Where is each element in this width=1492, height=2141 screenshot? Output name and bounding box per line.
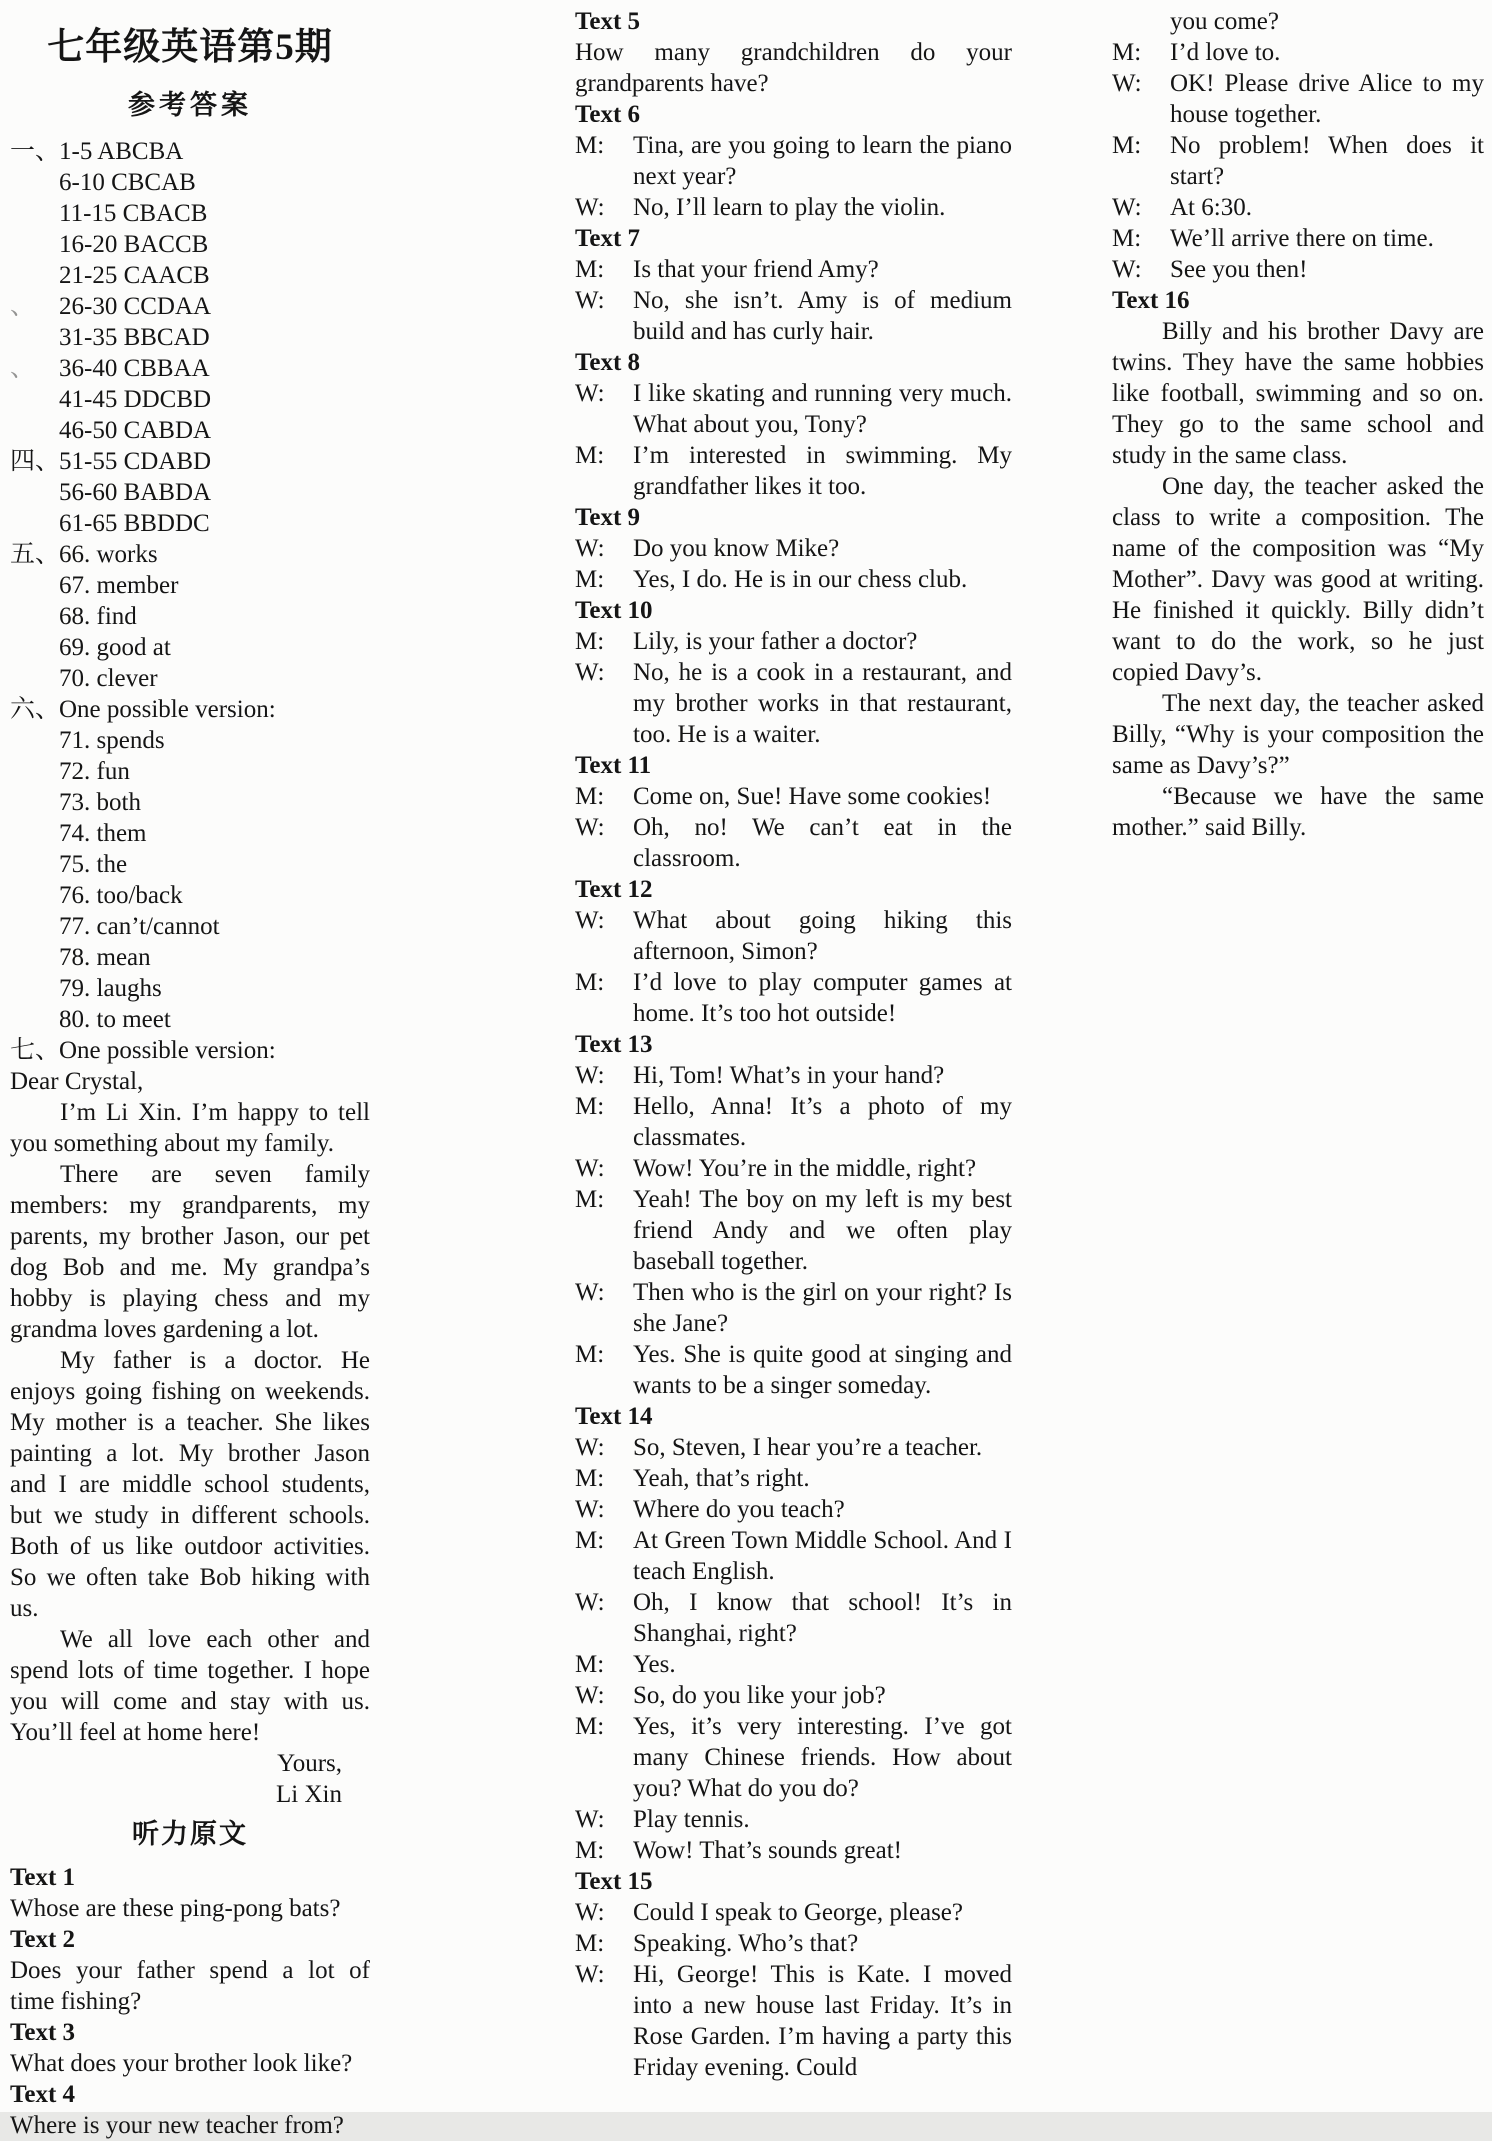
dialog-text: Hi, George! This is Kate. I moved into a new house last Friday. It’s in Rose Garden. I’m having a party this Friday evening. Could (633, 1961, 1012, 2081)
answer-line: 67. member (59, 572, 179, 599)
dialog-text: See you then! (1170, 256, 1308, 283)
dialog-text: Oh, I know that school! It’s in Shanghai, right? (633, 1589, 1012, 1647)
answer-line: 72. fun (59, 758, 130, 785)
text-label: Text 10 (575, 597, 653, 624)
speaker-label: M: (575, 969, 605, 996)
dialog-text: Hi, Tom! What’s in your hand? (633, 1062, 945, 1089)
dialog-text: What about going hiking this afternoon, Simon? (633, 907, 1012, 965)
speaker-label: W: (1112, 256, 1142, 283)
dialog-line (575, 1091, 1012, 1153)
transcript-question: Where is your new teacher from? (10, 2112, 344, 2139)
dialog-line (575, 192, 1012, 223)
speaker-label: W: (575, 535, 605, 562)
dialog-line (575, 254, 1012, 285)
dialog-text: Oh, no! We can’t eat in the classroom. (633, 814, 1012, 872)
text-label: Text 16 (1112, 287, 1190, 314)
dialog-line (575, 1277, 1012, 1339)
dialog-text: No, he is a cook in a restaurant, and my brother works in that restaurant, too. He is a waiter. (633, 659, 1012, 748)
speaker-label: W: (575, 907, 605, 934)
speaker-label: M: (575, 1713, 605, 1740)
dialog-line (575, 130, 1012, 192)
dialog-text: Wow! That’s sounds great! (633, 1837, 903, 1864)
speaker-label: M: (575, 628, 605, 655)
dialog-line (575, 812, 1012, 874)
dialog-line (575, 1897, 1012, 1928)
dialog-line (575, 1060, 1012, 1091)
dialog-text: At 6:30. (1170, 194, 1252, 221)
listening-transcript-heading: 听力原文 (132, 1819, 248, 1849)
dialog-text: No problem! When does it start? (1170, 132, 1484, 190)
speaker-label: W: (575, 380, 605, 407)
speaker-label: W: (575, 194, 605, 221)
dialog-text: Where do you teach? (633, 1496, 845, 1523)
speaker-label: W: (1112, 70, 1142, 97)
answer-line: 26-30 CCDAA (59, 293, 212, 320)
speaker-label: W: (575, 1062, 605, 1089)
letter-paragraph: I’m Li Xin. I’m happy to tell you something about my family. (10, 1099, 370, 1157)
text-label: Text 5 (575, 8, 641, 35)
transcript-question: How many grandchildren do your grandparents have? (575, 39, 1012, 97)
answer-line: 1-5 ABCBA (59, 138, 184, 165)
dialog-line (575, 533, 1012, 564)
answer-line: 56-60 BABDA (59, 479, 212, 506)
text-label: Text 12 (575, 876, 653, 903)
transcript-question: Whose are these ping-pong bats? (10, 1895, 341, 1922)
dialog-line (575, 1525, 1012, 1587)
text-label: Text 8 (575, 349, 641, 376)
dialog-text: Yes, it’s very interesting. I’ve got many Chinese friends. How about you? What do you do? (633, 1713, 1012, 1802)
dialog-line (575, 564, 1012, 595)
answer-line: 74. them (59, 820, 147, 847)
answer-line: 79. laughs (59, 975, 162, 1002)
answer-line: 21-25 CAACB (59, 262, 210, 289)
speaker-label: W: (575, 1155, 605, 1182)
answer-line: 76. too/back (59, 882, 183, 909)
speaker-label: W: (575, 1434, 605, 1461)
speaker-label: W: (575, 1806, 605, 1833)
speaker-label: M: (575, 132, 605, 159)
dialog-text: We’ll arrive there on time. (1170, 225, 1434, 252)
speaker-label: M: (575, 1341, 605, 1368)
story-paragraph: Billy and his brother Davy are twins. They have the same hobbies like football, swimming and so on. They go to the same school and study in the same class. (1112, 318, 1484, 469)
dialog-text: Then who is the girl on your right? Is she Jane? (633, 1279, 1012, 1337)
dialog-text: Yes. She is quite good at singing and wants to be a singer someday. (633, 1341, 1012, 1399)
speaker-label: M: (575, 442, 605, 469)
dialog-text: Yes, I do. He is in our chess club. (633, 566, 968, 593)
page-title: 七年级英语第5期 (47, 27, 333, 68)
dialog-text: I like skating and running very much. What about you, Tony? (633, 380, 1012, 438)
answer-line: 41-45 DDCBD (59, 386, 212, 413)
dialog-line (575, 1959, 1012, 2083)
speaker-label: M: (575, 1837, 605, 1864)
speaker-label: W: (575, 1496, 605, 1523)
speaker-label: W: (575, 1961, 605, 1988)
speaker-label: M: (575, 1527, 605, 1554)
answer-line: 16-20 BACCB (59, 231, 209, 258)
dialog-line (575, 1804, 1012, 1835)
text-label: Text 14 (575, 1403, 653, 1430)
dialog-text: At Green Town Middle School. And I teach English. (633, 1527, 1012, 1585)
dialog-line (1112, 130, 1484, 192)
speaker-label: M: (575, 566, 605, 593)
dialog-text: Yes. (633, 1651, 676, 1678)
answer-section-2 (10, 291, 370, 353)
section-marker: 、 (10, 355, 36, 382)
answer-line: 70. clever (59, 665, 158, 692)
speaker-label: M: (575, 1465, 605, 1492)
letter-signature: Li Xin (276, 1781, 342, 1808)
speaker-label: W: (575, 659, 605, 686)
dialog-line (1112, 223, 1484, 254)
dialog-line (575, 905, 1012, 967)
answer-line: 75. the (59, 851, 128, 878)
text-label: Text 7 (575, 225, 641, 252)
dialog-line (1112, 192, 1484, 223)
letter-paragraph: There are seven family members: my grandparents, my parents, my brother Jason, our pet dog Bob and me. My grandpa’s hobby is playing chess and my grandma loves gardening a lot. (10, 1161, 370, 1343)
dialog-text: Play tennis. (633, 1806, 750, 1833)
dialog-text: I’m interested in swimming. My grandfather likes it too. (633, 442, 1012, 500)
middle-column (575, 6, 1012, 2083)
transcript-question: What does your brother look like? (10, 2050, 353, 2077)
speaker-label: W: (575, 1899, 605, 1926)
speaker-label: M: (575, 1093, 605, 1120)
letter-paragraph: My father is a doctor. He enjoys going fishing on weekends. My mother is a teacher. She likes painting a lot. My brother Jason and I are middle school students, but we study in different schools. Both of us like outdoor activities. So we often take Bob hiking with us. (10, 1347, 370, 1622)
speaker-label: M: (575, 256, 605, 283)
left-column (10, 0, 370, 2141)
answer-section-7 (10, 1035, 370, 1066)
answer-line: 46-50 CABDA (59, 417, 212, 444)
speaker-label: W: (575, 1279, 605, 1306)
right-column (1112, 6, 1484, 843)
dialog-line (575, 1835, 1012, 1866)
dialog-text: Come on, Sue! Have some cookies! (633, 783, 992, 810)
speaker-label: M: (575, 1930, 605, 1957)
answer-line: 73. both (59, 789, 141, 816)
answer-line: 69. good at (59, 634, 171, 661)
dialog-line (575, 1928, 1012, 1959)
text-label: Text 2 (10, 1926, 76, 1953)
section-title: One possible version: (59, 1037, 276, 1064)
speaker-label: M: (575, 1651, 605, 1678)
answer-section-6 (10, 694, 370, 1035)
section-marker: 、 (10, 293, 36, 320)
text-label: Text 15 (575, 1868, 653, 1895)
answer-line: 11-15 CBACB (59, 200, 208, 227)
answer-line: 31-35 BBCAD (59, 324, 210, 351)
section-marker: 六、 (10, 696, 61, 723)
answer-line: 80. to meet (59, 1006, 171, 1033)
dialog-line (575, 1339, 1012, 1401)
section-marker: 一、 (10, 138, 61, 165)
answer-section-3 (10, 353, 370, 446)
text-label: Text 9 (575, 504, 641, 531)
speaker-label: W: (575, 814, 605, 841)
speaker-label: M: (575, 1186, 605, 1213)
dialog-text: Do you know Mike? (633, 535, 840, 562)
text-label: Text 6 (575, 101, 641, 128)
speaker-label: W: (1112, 194, 1142, 221)
section-marker: 四、 (10, 448, 61, 475)
dialog-line (575, 1680, 1012, 1711)
dialog-line (575, 1184, 1012, 1277)
reference-answers-heading: 参考答案 (128, 90, 252, 120)
dialog-text: Yeah, that’s right. (633, 1465, 810, 1492)
story-paragraph: The next day, the teacher asked Billy, “Why is your composition the same as Davy’s?” (1112, 690, 1484, 779)
dialog-line (575, 1432, 1012, 1463)
speaker-label: M: (1112, 225, 1142, 252)
dialog-text: Wow! You’re in the middle, right? (633, 1155, 977, 1182)
dialog-line (575, 1649, 1012, 1680)
section-title: One possible version: (59, 696, 276, 723)
section-marker: 五、 (10, 541, 61, 568)
answer-line: 66. works (59, 541, 158, 568)
answer-line: 36-40 CBBAA (59, 355, 210, 382)
speaker-label: M: (575, 783, 605, 810)
answer-line: 71. spends (59, 727, 165, 754)
speaker-label: W: (575, 1589, 605, 1616)
dialog-text: Yeah! The boy on my left is my best friend Andy and we often play baseball together. (633, 1186, 1012, 1275)
dialog-line (575, 1153, 1012, 1184)
dialog-line (575, 657, 1012, 750)
dialog-text: No, she isn’t. Amy is of medium build and has curly hair. (633, 287, 1012, 345)
dialog-text: Is that your friend Amy? (633, 256, 879, 283)
text-label: Text 4 (10, 2081, 76, 2108)
dialog-line (575, 1463, 1012, 1494)
letter-paragraph: We all love each other and spend lots of time together. I hope you will come and stay with us. You’ll feel at home here! (10, 1626, 370, 1746)
dialog-line (575, 378, 1012, 440)
dialog-continuation-line (1112, 6, 1484, 37)
dialog-line (575, 1494, 1012, 1525)
dialog-line (1112, 254, 1484, 285)
dialog-text: So, do you like your job? (633, 1682, 886, 1709)
dialog-line (575, 781, 1012, 812)
dialog-line (575, 626, 1012, 657)
answer-line: 78. mean (59, 944, 151, 971)
answer-line: 6-10 CBCAB (59, 169, 196, 196)
answer-section-5 (10, 539, 370, 694)
dialog-line (1112, 68, 1484, 130)
speaker-label: M: (1112, 132, 1142, 159)
answer-line: 68. find (59, 603, 137, 630)
dialog-text: No, I’ll learn to play the violin. (633, 194, 946, 221)
answer-line: 77. can’t/cannot (59, 913, 220, 940)
answer-section-4 (10, 446, 370, 539)
dialog-text: I’d love to play computer games at home. It’s too hot outside! (633, 969, 1012, 1027)
story-paragraph: One day, the teacher asked the class to write a composition. The name of the composition was “My Mother”. Davy was good at writing. He finished it quickly. Billy didn’t want to do the work, so he just copied Davy’s. (1112, 473, 1484, 686)
dialog-text: Lily, is your father a doctor? (633, 628, 918, 655)
dialog-text: Speaking. Who’s that? (633, 1930, 859, 1957)
dialog-line (575, 285, 1012, 347)
dialog-line (575, 967, 1012, 1029)
text-label: Text 13 (575, 1031, 653, 1058)
answer-line: 51-55 CDABD (59, 448, 212, 475)
letter-closing: Yours, (277, 1750, 342, 1777)
text-label: Text 3 (10, 2019, 76, 2046)
speaker-label: M: (1112, 39, 1142, 66)
dialog-text: Hello, Anna! It’s a photo of my classmates. (633, 1093, 1012, 1151)
transcript-question: Does your father spend a lot of time fishing? (10, 1957, 370, 2015)
letter-salutation: Dear Crystal, (10, 1068, 144, 1095)
dialog-text: Tina, are you going to learn the piano next year? (633, 132, 1012, 190)
speaker-label: W: (575, 287, 605, 314)
dialog-text: I’d love to. (1170, 39, 1281, 66)
dialog-line (1112, 37, 1484, 68)
answer-line: 61-65 BBDDC (59, 510, 210, 537)
dialog-text: you come? (1170, 8, 1279, 35)
dialog-line (575, 1587, 1012, 1649)
dialog-line (575, 1711, 1012, 1804)
section-marker: 七、 (10, 1037, 61, 1064)
dialog-text: Could I speak to George, please? (633, 1899, 963, 1926)
story-paragraph: “Because we have the same mother.” said Billy. (1112, 783, 1484, 841)
dialog-text: So, Steven, I hear you’re a teacher. (633, 1434, 983, 1461)
dialog-line (575, 440, 1012, 502)
answer-section-1 (10, 136, 370, 291)
text-label: Text 1 (10, 1864, 76, 1891)
dialog-text: OK! Please drive Alice to my house together. (1170, 70, 1484, 128)
text-label: Text 11 (575, 752, 652, 779)
speaker-label: W: (575, 1682, 605, 1709)
